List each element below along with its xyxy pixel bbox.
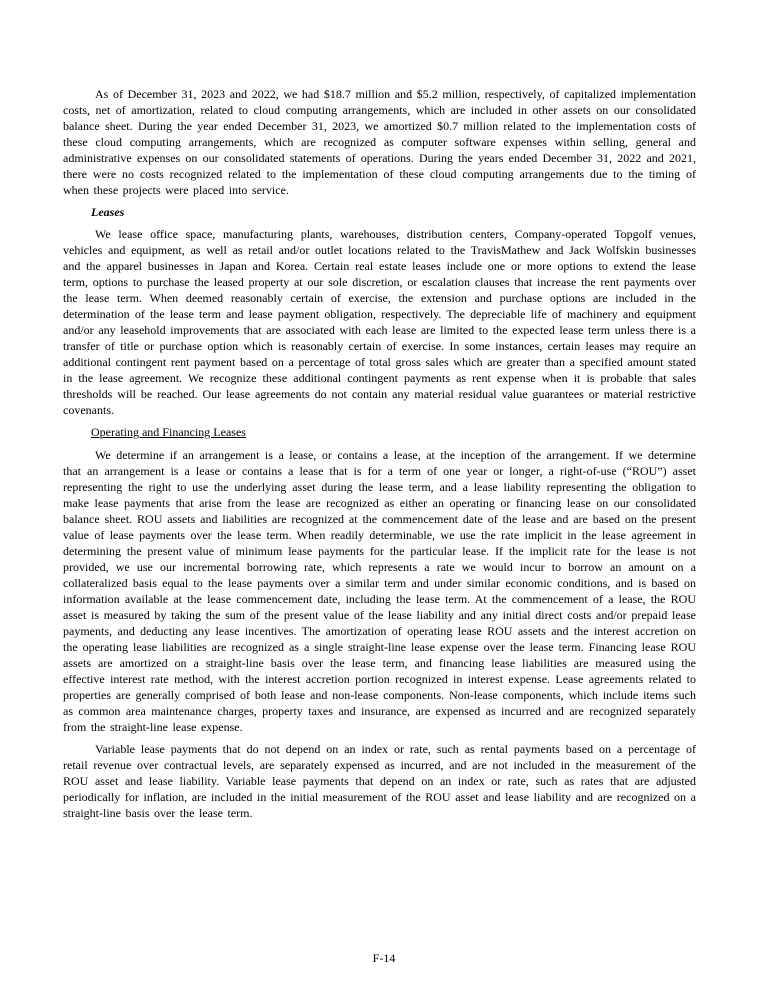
paragraph-operating-financing-leases: We determine if an arrangement is a lease, or contains a lease, at the inception of the arrangement. If we determine that an arrangement is a lease or contains a lease that is for a term of one year or longer, a right-of-use (“ROU”) asset representing the right to use the underlying asset during the lease term, and a lease liability representing the obligation to make lease payments that arise from the lease are recognized as either an operating or financing lease on our consolidated balance sheet. ROU assets and liabilities are recognized at the commencement date of the lease and are based on the present value of lease payments over the lease term. When readily determinable, we use the rate implicit in the lease agreement in determining the present value of minimum lease payments for the particular lease. If the implicit rate for the lease is not provided, we use our incremental borrowing rate, which represents a rate we would incur to borrow an amount on a collateralized basis equal to the lease payments over a similar term and under similar economic conditions, and is based on information available at the lease commencement date, including the lease term. At the commencement of a lease, the ROU asset is measured by taking the sum of the present value of the lease liability and any initial direct costs and/or prepaid lease payments, and deducting any lease incentives. The amortization of operating lease ROU assets and the interest accretion on the operating lease liabilities are recognized as a single straight-line lease expense over the lease term. Financing lease ROU assets are amortized on a straight-line basis over the lease term, and financing lease liabilities are measured using the effective interest rate method, with the interest accretion portion recognized in interest expense. Lease agreements related to properties are generally comprised of both lease and non-lease components. Non-lease components, which include items such as common area maintenance charges, property taxes and insurance, are expensed as incurred and are recognized separately from the straight-line lease expense. bbox=[63, 448, 696, 734]
paragraph-variable-lease-payments: Variable lease payments that do not depend on an index or rate, such as rental payments based on a percentage of retail revenue over contractual levels, are separately expensed as incurred, and are not included in the measurement of the ROU asset and lease liability. Variable lease payments that depend on an index or rate, such as rates that are adjusted periodically for inflation, are included in the initial measurement of the ROU asset and lease liability and are recognized on a straight-line basis over the lease term. bbox=[63, 742, 696, 820]
paragraph-lease-description: We lease office space, manufacturing plants, warehouses, distribution centers, Company-operated Topgolf venues, vehicles and equipment, as well as retail and/or outlet locations related to the TravisMathew and Jack Wolfskin businesses and the apparel businesses in Japan and Korea. Certain real estate leases include one or more options to extend the lease term, options to purchase the leased property at our sole discretion, or escalation clauses that increase the rent payments over the lease term. When deemed reasonably certain of exercise, the extension and purchase options are included in the determination of the lease term and lease payment obligation, respectively. The depreciable life of machinery and equipment and/or any leasehold improvements that are associated with each lease are limited to the expected lease term unless there is a transfer of title or purchase option which is reasonably certain of exercise. In some instances, certain leases may require an additional contingent rent payment based on a percentage of total gross sales which are greater than a specified amount stated in the lease agreement. We recognize these additional contingent payments as rent expense when it is probable that sales thresholds will be reached. Our lease agreements do not contain any material residual value guarantees or material restrictive covenants. bbox=[63, 227, 696, 417]
heading-leases: Leases bbox=[91, 205, 125, 219]
page-number: F-14 bbox=[372, 951, 396, 965]
paragraph-capitalized-implementation-costs: As of December 31, 2023 and 2022, we had $18.7 million and $5.2 million, respectively, of capitalized implementation costs, net of amortization, related to cloud computing arrangements, which are included in other assets on our consolidated balance sheet. During the year ended December 31, 2023, we amortized $0.7 million related to the implementation costs of these cloud computing arrangements, which are recognized as computer software expenses within selling, general and administrative expenses on our consolidated statements of operations. During the years ended December 31, 2022 and 2021, there were no costs recognized related to the implementation of these cloud computing arrangements due to the timing of when these projects were placed into service. bbox=[63, 87, 696, 197]
heading-operating-and-financing-leases: Operating and Financing Leases bbox=[91, 425, 246, 439]
document-body bbox=[63, 86, 696, 827]
